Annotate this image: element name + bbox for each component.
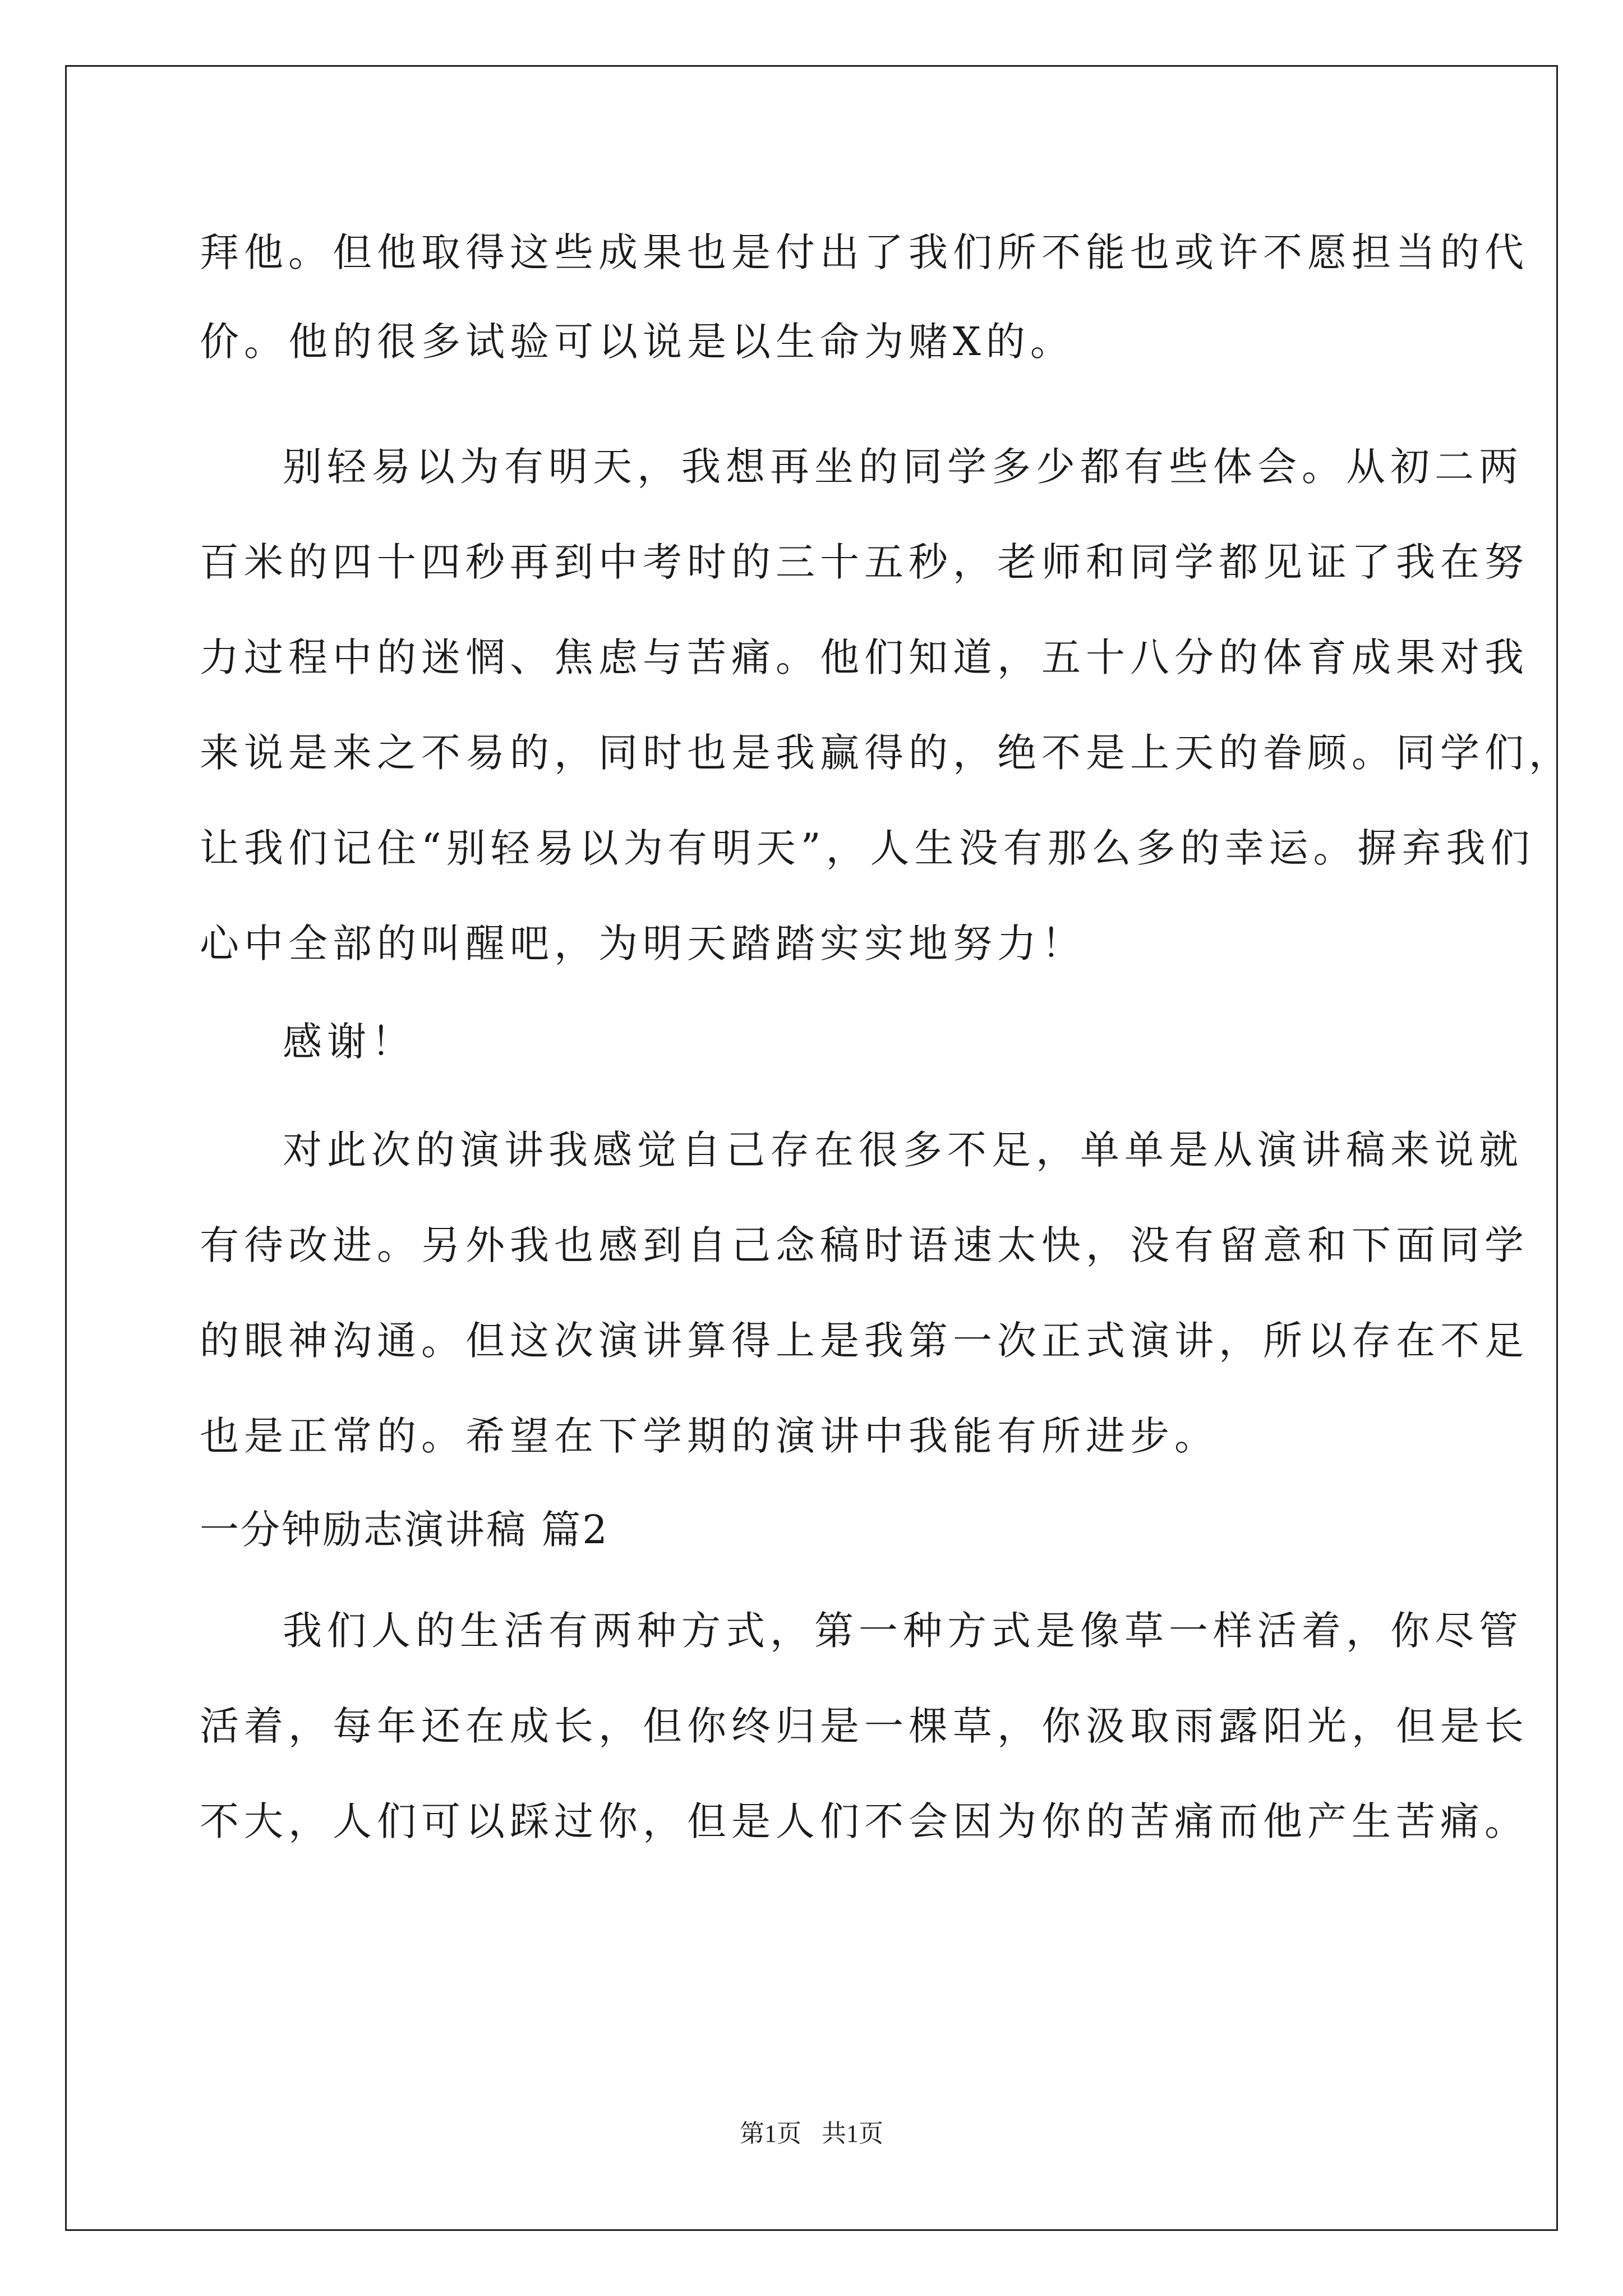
text-line: 价。他的很多试验可以说是以生命为赌X的。 [200, 319, 1075, 365]
text-line: 有待改进。另外我也感到自己念稿时语速太快，没有留意和下面同学 [200, 1222, 1529, 1268]
text-line: 也是正常的。希望在下学期的演讲中我能有所进步。 [200, 1413, 1219, 1459]
text-line: 活着，每年还在成长，但你终归是一棵草，你汲取雨露阳光，但是长 [200, 1703, 1529, 1749]
page-total: 共1页 [822, 2120, 883, 2147]
text-line: 的眼神沟通。但这次演讲算得上是我第一次正式演讲，所以存在不足 [200, 1318, 1529, 1364]
text-line: 不大，人们可以踩过你，但是人们不会因为你的苦痛而他产生苦痛。 [200, 1798, 1529, 1844]
text-line: 感谢！ [283, 1019, 416, 1065]
text-line: 对此次的演讲我感觉自己存在很多不足，单单是从演讲稿来说就 [283, 1127, 1523, 1173]
text-line: 百米的四十四秒再到中考时的三十五秒，老师和同学都见证了我在努 [200, 539, 1529, 585]
text-line: 别轻易以为有明天，我想再坐的同学多少都有些体会。从初二两 [283, 444, 1523, 490]
text-line: 力过程中的迷惘、焦虑与苦痛。他们知道，五十八分的体育成果对我 [200, 634, 1529, 680]
text-line: 心中全部的叫醒吧，为明天踏踏实实地努力！ [200, 921, 1086, 967]
text-line: 拜他。但他取得这些成果也是付出了我们所不能也或许不愿担当的代 [200, 229, 1529, 275]
page-footer [0, 2122, 1623, 2146]
page-number: 第1页 [740, 2120, 801, 2147]
text-line: 让我们记住“别轻易以为有明天”，人生没有那么多的幸运。摒弃我们 [200, 825, 1535, 871]
text-line: 我们人的生活有两种方式，第一种方式是像草一样活着，你尽管 [283, 1608, 1523, 1654]
text-line: 来说是来之不易的，同时也是我赢得的，绝不是上天的眷顾。同学们， [200, 730, 1573, 776]
section-heading: 一分钟励志演讲稿 篇2 [200, 1507, 609, 1553]
